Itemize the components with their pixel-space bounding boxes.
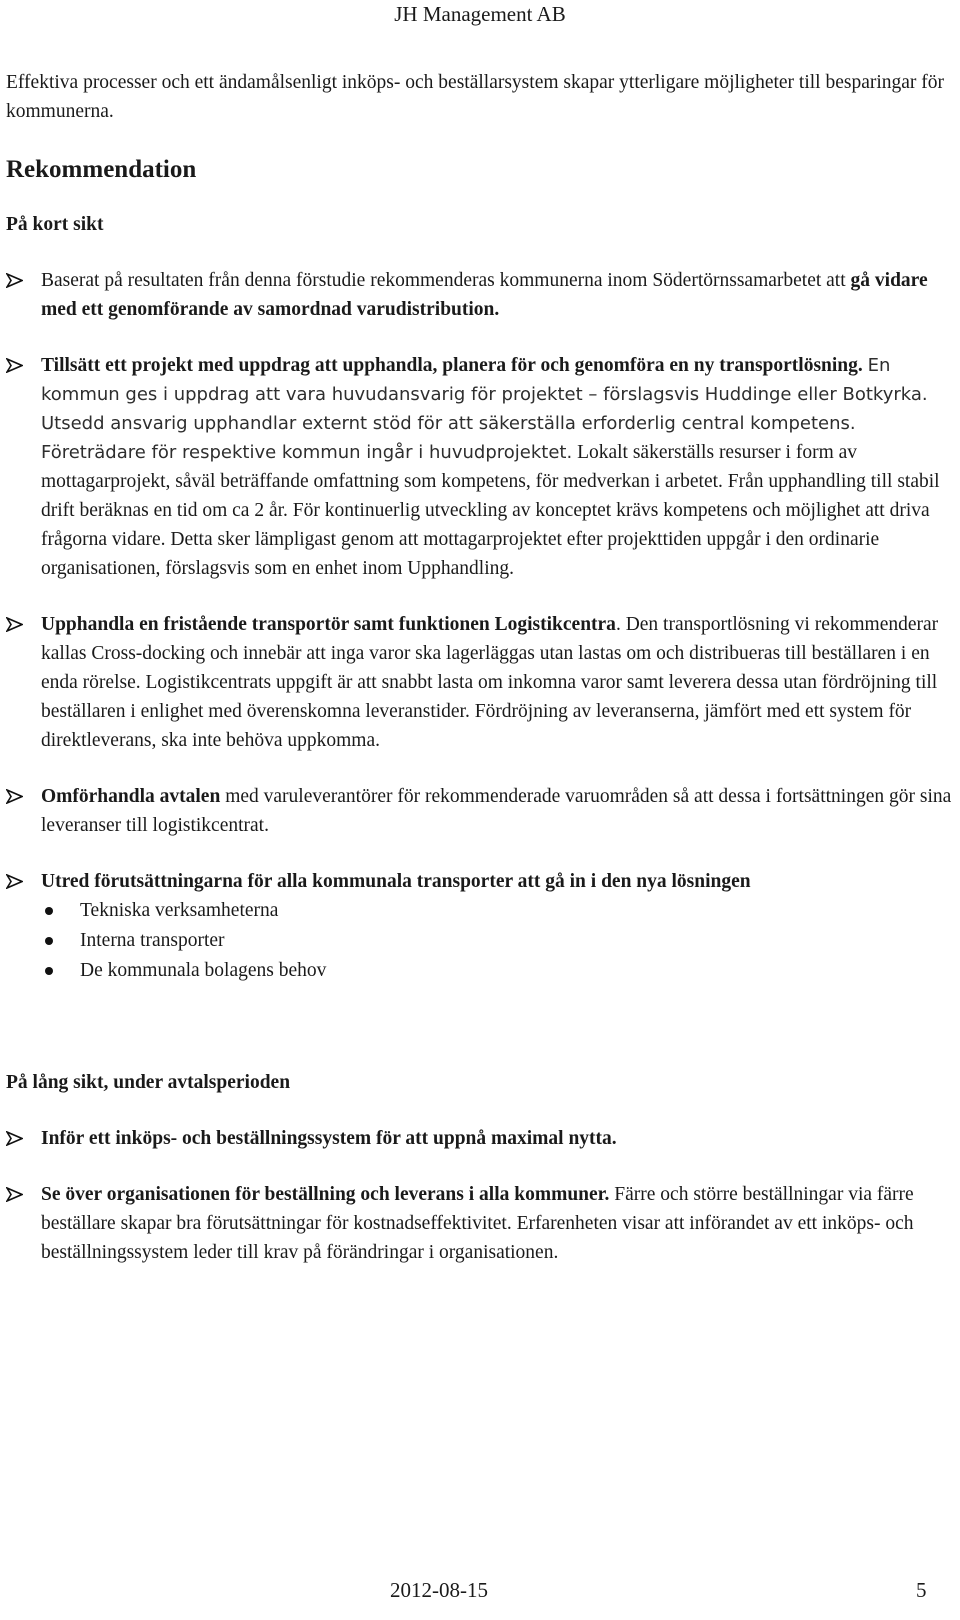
- arrow-bullet-icon: [6, 610, 41, 632]
- sub-list-item-text: Interna transporter: [80, 930, 225, 951]
- list-item-plain: . Den transportlösning vi rekommenderar kallas Cross-docking och innebär att inga varor ska lagerläggas utan lastas om och distribueras till beställaren i en enda rörelse. Logistikcentrats uppgift är att snabbt lasta om inkomna varor samt leverera dessa utan fördröjning till beställaren i enlighet med överenskomna leveranstider. Fördröjning av leveranserna, jämfört med ett system för direktleverans, ska inte behöva uppkomma.: [41, 614, 939, 751]
- list-item-plain: Baserat på resultaten från denna förstudie rekommenderas kommunerna inom Södertörnssamarbetet att: [41, 270, 851, 291]
- list-item-sans: En kommun ges i uppdrag att vara huvudansvarig för projektet – förslagsvis Huddinge eller Botkyrka. Utsedd ansvarig upphandlar externt stöd för att säkerställa erforderlig central kompetens. Företrädare för respektive kommun ingår i huvudprojektet.: [41, 355, 928, 463]
- list-item: [6, 1180, 952, 1267]
- list-item-text: [41, 610, 952, 755]
- list-item-bold: gå vidare med ett genomförande av samordnad varudistribution.: [41, 270, 928, 320]
- arrow-bullet-icon: [6, 351, 41, 373]
- list-item-text: [41, 867, 952, 896]
- bullet-dot-icon: [45, 967, 53, 975]
- arrow-bullet-icon: [6, 867, 41, 889]
- short-term-title: På kort sikt: [6, 214, 104, 235]
- list-item-text: [41, 266, 952, 324]
- arrow-bullet-icon: [6, 1180, 41, 1202]
- page-number: 5: [916, 1578, 927, 1602]
- list-item-bold: Tillsätt ett projekt med uppdrag att upphandla, planera för och genomföra en ny transportlösning.: [41, 355, 863, 376]
- list-item: [6, 782, 952, 840]
- list-item-bold: Utred förutsättningarna för alla kommunala transporter att gå in i den nya lösningen: [41, 871, 751, 892]
- arrow-bullet-icon: [6, 1124, 41, 1146]
- list-item-text: [41, 1124, 952, 1153]
- list-item: [6, 1124, 952, 1153]
- bullet-dot-icon: [45, 907, 53, 915]
- sub-list: [41, 896, 952, 986]
- list-item: [6, 266, 952, 324]
- sub-list-item-text: Tekniska verksamheterna: [80, 900, 279, 921]
- sub-list-item: [41, 956, 952, 986]
- arrow-bullet-icon: [6, 266, 41, 288]
- list-item-bold: Upphandla en fristående transportör samt funktionen Logistikcentra: [41, 614, 616, 635]
- footer-date: 2012-08-15: [390, 1578, 488, 1602]
- list-item-plain: Lokalt säkerställs resurser i form av mottagarprojekt, såväl beträffande omfattning som kompetens, för medverkan i arbetet. Från upphandling till stabil drift beräknas en tid om ca 2 år. För kontinuerlig utveckling av konceptet krävs kompetens och möjlighet att driva frågorna vidare. Detta sker lämpligast genom att mottagarprojektet efter projekttiden uppgår i den ordinarie organisationen, förslagsvis som en enhet inom Upphandling.: [41, 442, 940, 579]
- page-content: [6, 68, 952, 1267]
- list-item: [6, 867, 952, 896]
- bullet-dot-icon: [45, 937, 53, 945]
- list-item-bold: Omförhandla avtalen: [41, 786, 221, 807]
- section-heading: Rekommendation: [6, 156, 197, 183]
- sub-list-item-text: De kommunala bolagens behov: [80, 960, 327, 981]
- sub-list-item: [41, 926, 952, 956]
- list-item-text: [41, 1180, 952, 1267]
- list-item: [6, 610, 952, 755]
- list-item-text: [41, 351, 952, 583]
- sub-list-item: [41, 896, 952, 926]
- list-item-plain: Färre och större beställningar via färre beställare skapar bra förutsättningar för kostnadseffektivitet. Erfarenheten visar att införandet av ett inköps- och beställningssystem leder till krav på förändringar i organisationen.: [41, 1184, 914, 1263]
- list-item-bold: Se över organisationen för beställning och leverans i alla kommuner.: [41, 1184, 610, 1205]
- long-term-title: På lång sikt, under avtalsperioden: [6, 1072, 291, 1093]
- arrow-bullet-icon: [6, 782, 41, 804]
- intro-paragraph: Effektiva processer och ett ändamålsenligt inköps- och beställarsystem skapar ytterligare möjligheter till besparingar för kommunerna.: [6, 72, 945, 122]
- list-item-bold: Inför ett inköps- och beställningssystem för att uppnå maximal nytta.: [41, 1128, 617, 1149]
- list-item: [6, 351, 952, 583]
- list-item-plain: med varuleverantörer för rekommenderade varuområden så att dessa i fortsättningen gör sina leveranser till logistikcentrat.: [41, 786, 952, 836]
- list-item-text: [41, 782, 952, 840]
- page-header: JH Management AB: [394, 2, 566, 26]
